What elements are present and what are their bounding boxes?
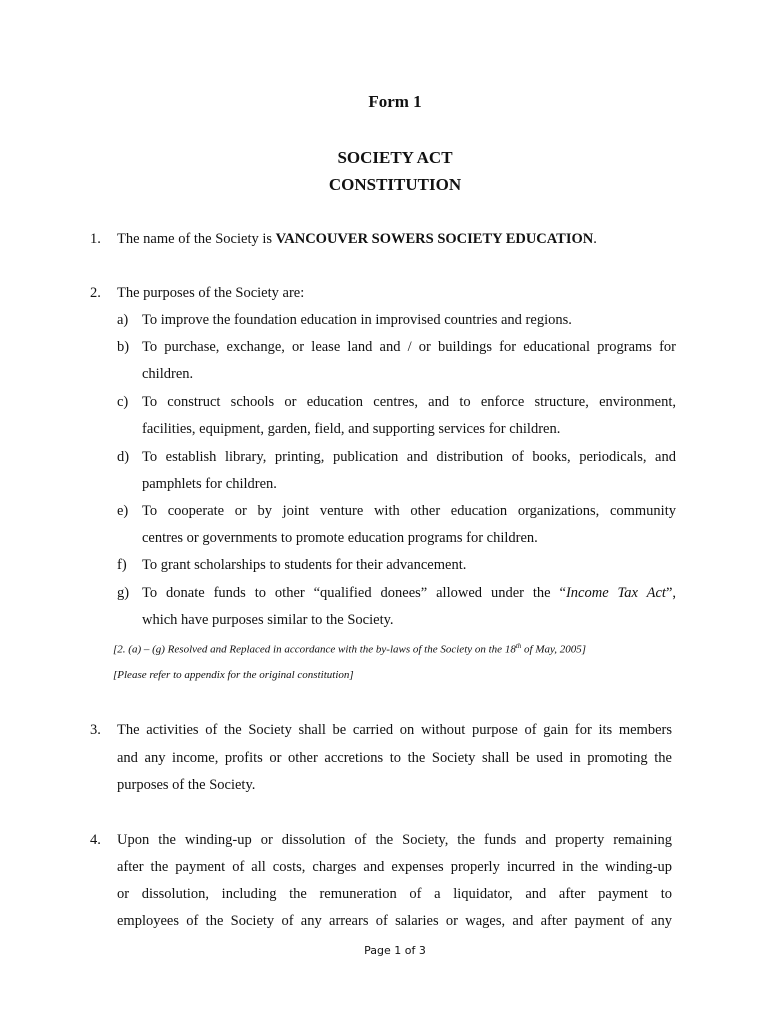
clause-4-line-1: Upon the winding-up or dissolution of the Society, the funds and property remaining [117, 832, 672, 848]
income-tax-act: Income Tax Act [565, 585, 666, 601]
purpose-b-line-1: To purchase, exchange, or lease land and / or buildings for educational programs for [142, 339, 676, 355]
purpose-c-line-2: facilities, equipment, garden, field, and supporting services for children. [142, 421, 561, 437]
clause-2-number: 2. [90, 285, 101, 301]
appendix-note: [Please refer to appendix for the original constitution] [113, 669, 354, 681]
resolution-note-date: of May, 2005] [521, 643, 587, 656]
clause-4-line-4: employees of the Society of any arrears of salaries or wages, and after payment of any [117, 913, 672, 929]
purpose-g-line-1 [142, 585, 676, 602]
act-title: SOCIETY ACT [337, 148, 453, 167]
constitution-title: CONSTITUTION [328, 175, 462, 194]
resolution-note [113, 642, 586, 656]
clause-2-intro: The purposes of the Society are: [117, 285, 305, 301]
society-name: VANCOUVER SOWERS SOCIETY EDUCATION [275, 231, 594, 247]
purpose-g-pre: To donate funds to other “qualified donees” allowed under the “ [142, 585, 566, 601]
purpose-g-post: ”, [665, 585, 676, 601]
purpose-e-line-1: To cooperate or by joint venture with other education organizations, community [142, 503, 676, 519]
clause-3-number: 3. [90, 722, 101, 738]
clause-4-line-3: or dissolution, including the remuneration of a liquidator, and after payment to [117, 886, 672, 902]
resolution-note-text: [2. (a) – (g) Resolved and Replaced in accordance with the by-laws of the Society on the 18 [113, 643, 516, 656]
clause-1-text [117, 231, 597, 248]
purpose-letter: g) [117, 585, 130, 601]
clause-3-line-3: purposes of the Society. [117, 777, 256, 793]
purpose-f-line-1: To grant scholarships to students for their advancement. [142, 557, 467, 573]
clause-4-number: 4. [90, 832, 101, 848]
purpose-letter: f) [117, 557, 127, 573]
purpose-d-line-1: To establish library, printing, publication and distribution of books, periodicals, and [142, 449, 676, 465]
page-number: Page 1 of 3 [364, 944, 426, 957]
purpose-c-line-1: To construct schools or education centres, and to enforce structure, environment, [142, 394, 676, 410]
purpose-letter: c) [117, 394, 129, 410]
ordinal-suffix: th [515, 642, 522, 650]
purpose-letter: a) [117, 312, 129, 328]
purpose-letter: b) [117, 339, 130, 355]
purpose-g-line-2: which have purposes similar to the Society. [142, 612, 394, 628]
clause-4-line-2: after the payment of all costs, charges and expenses properly incurred in the winding-up [117, 859, 672, 875]
form-title: Form 1 [368, 92, 422, 111]
purpose-a-line-1: To improve the foundation education in improvised countries and regions. [142, 312, 572, 328]
purpose-d-line-2: pamphlets for children. [142, 476, 277, 492]
clause-3-line-1: The activities of the Society shall be carried on without purpose of gain for its members [117, 722, 672, 738]
purpose-letter: e) [117, 503, 129, 519]
purpose-e-line-2: centres or governments to promote education programs for children. [142, 530, 538, 546]
purpose-b-line-2: children. [142, 366, 194, 382]
clause-1-number: 1. [90, 231, 101, 247]
purpose-letter: d) [117, 449, 130, 465]
clause-1-suffix: . [593, 231, 597, 247]
clause-1-prefix: The name of the Society is [117, 231, 273, 247]
clause-3-line-2: and any income, profits or other accretions to the Society shall be used in promoting the [117, 750, 672, 766]
